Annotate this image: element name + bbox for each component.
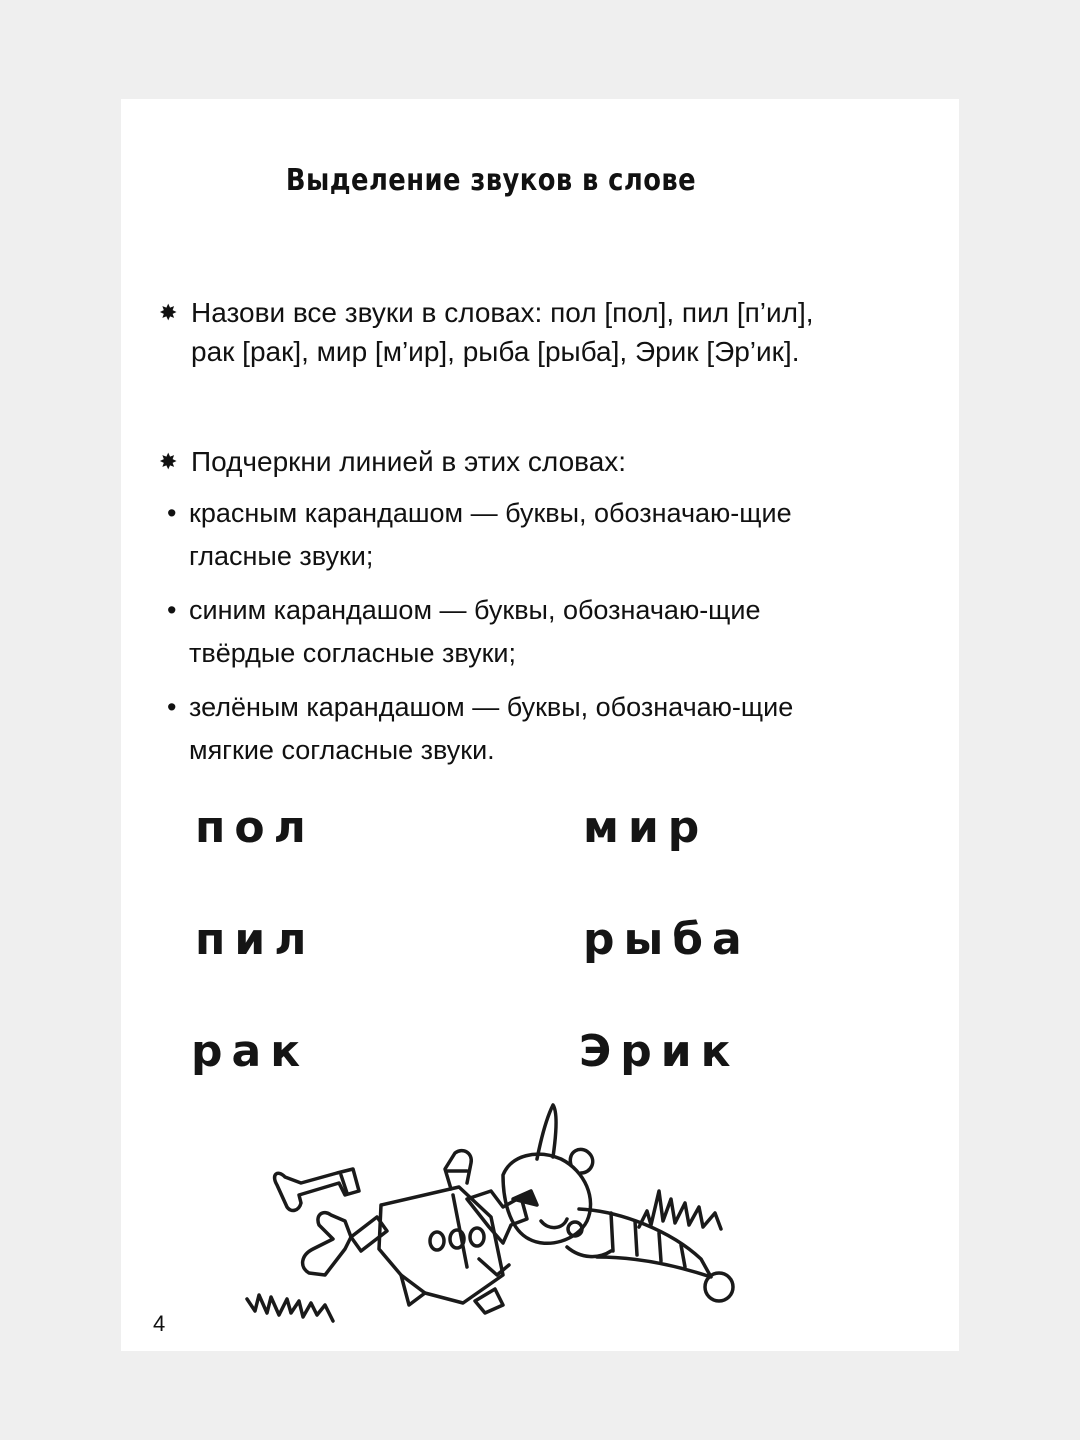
bullet-dot-icon: • [167,692,177,722]
task-text: Подчеркни линией в этих словах: [191,446,627,477]
word-pil: пил [195,914,316,965]
task-name-sounds [159,293,839,371]
star-marker-icon: ✸ [159,449,178,474]
bullet-item-blue [167,589,839,675]
bullet-dot-icon: • [167,498,177,528]
bullet-text: зелёным карандашом — буквы, обозначаю-щие мягкие согласные звуки. [189,692,794,765]
word-pol: пол [195,802,315,853]
task-text: Назови все звуки в словах: пол [пол], пил [п’ил], рак [рак], мир [м’ир], рыба [рыба], Эрик [Эр’ик]. [191,297,814,367]
task-underline [159,442,839,481]
star-marker-icon: ✸ [159,300,178,325]
pinocchio-lying-icon [241,1099,761,1339]
bullet-dot-icon: • [167,595,177,625]
bullet-text: синим карандашом — буквы, обозначаю-щие твёрдые согласные звуки; [189,595,761,668]
bullet-item-green [167,686,839,772]
bullet-item-red [167,492,839,578]
page-number: 4 [153,1311,166,1336]
word-rak: рак [191,1026,310,1077]
bullet-text: красным карандашом — буквы, обозначаю-щие гласные звуки; [189,498,792,571]
word-erik: Эрик [579,1026,740,1077]
page-title: Выделение звуков в слове [285,163,697,198]
book-page [121,99,959,1351]
word-mir: мир [583,802,709,853]
word-ryba: рыба [583,914,751,965]
